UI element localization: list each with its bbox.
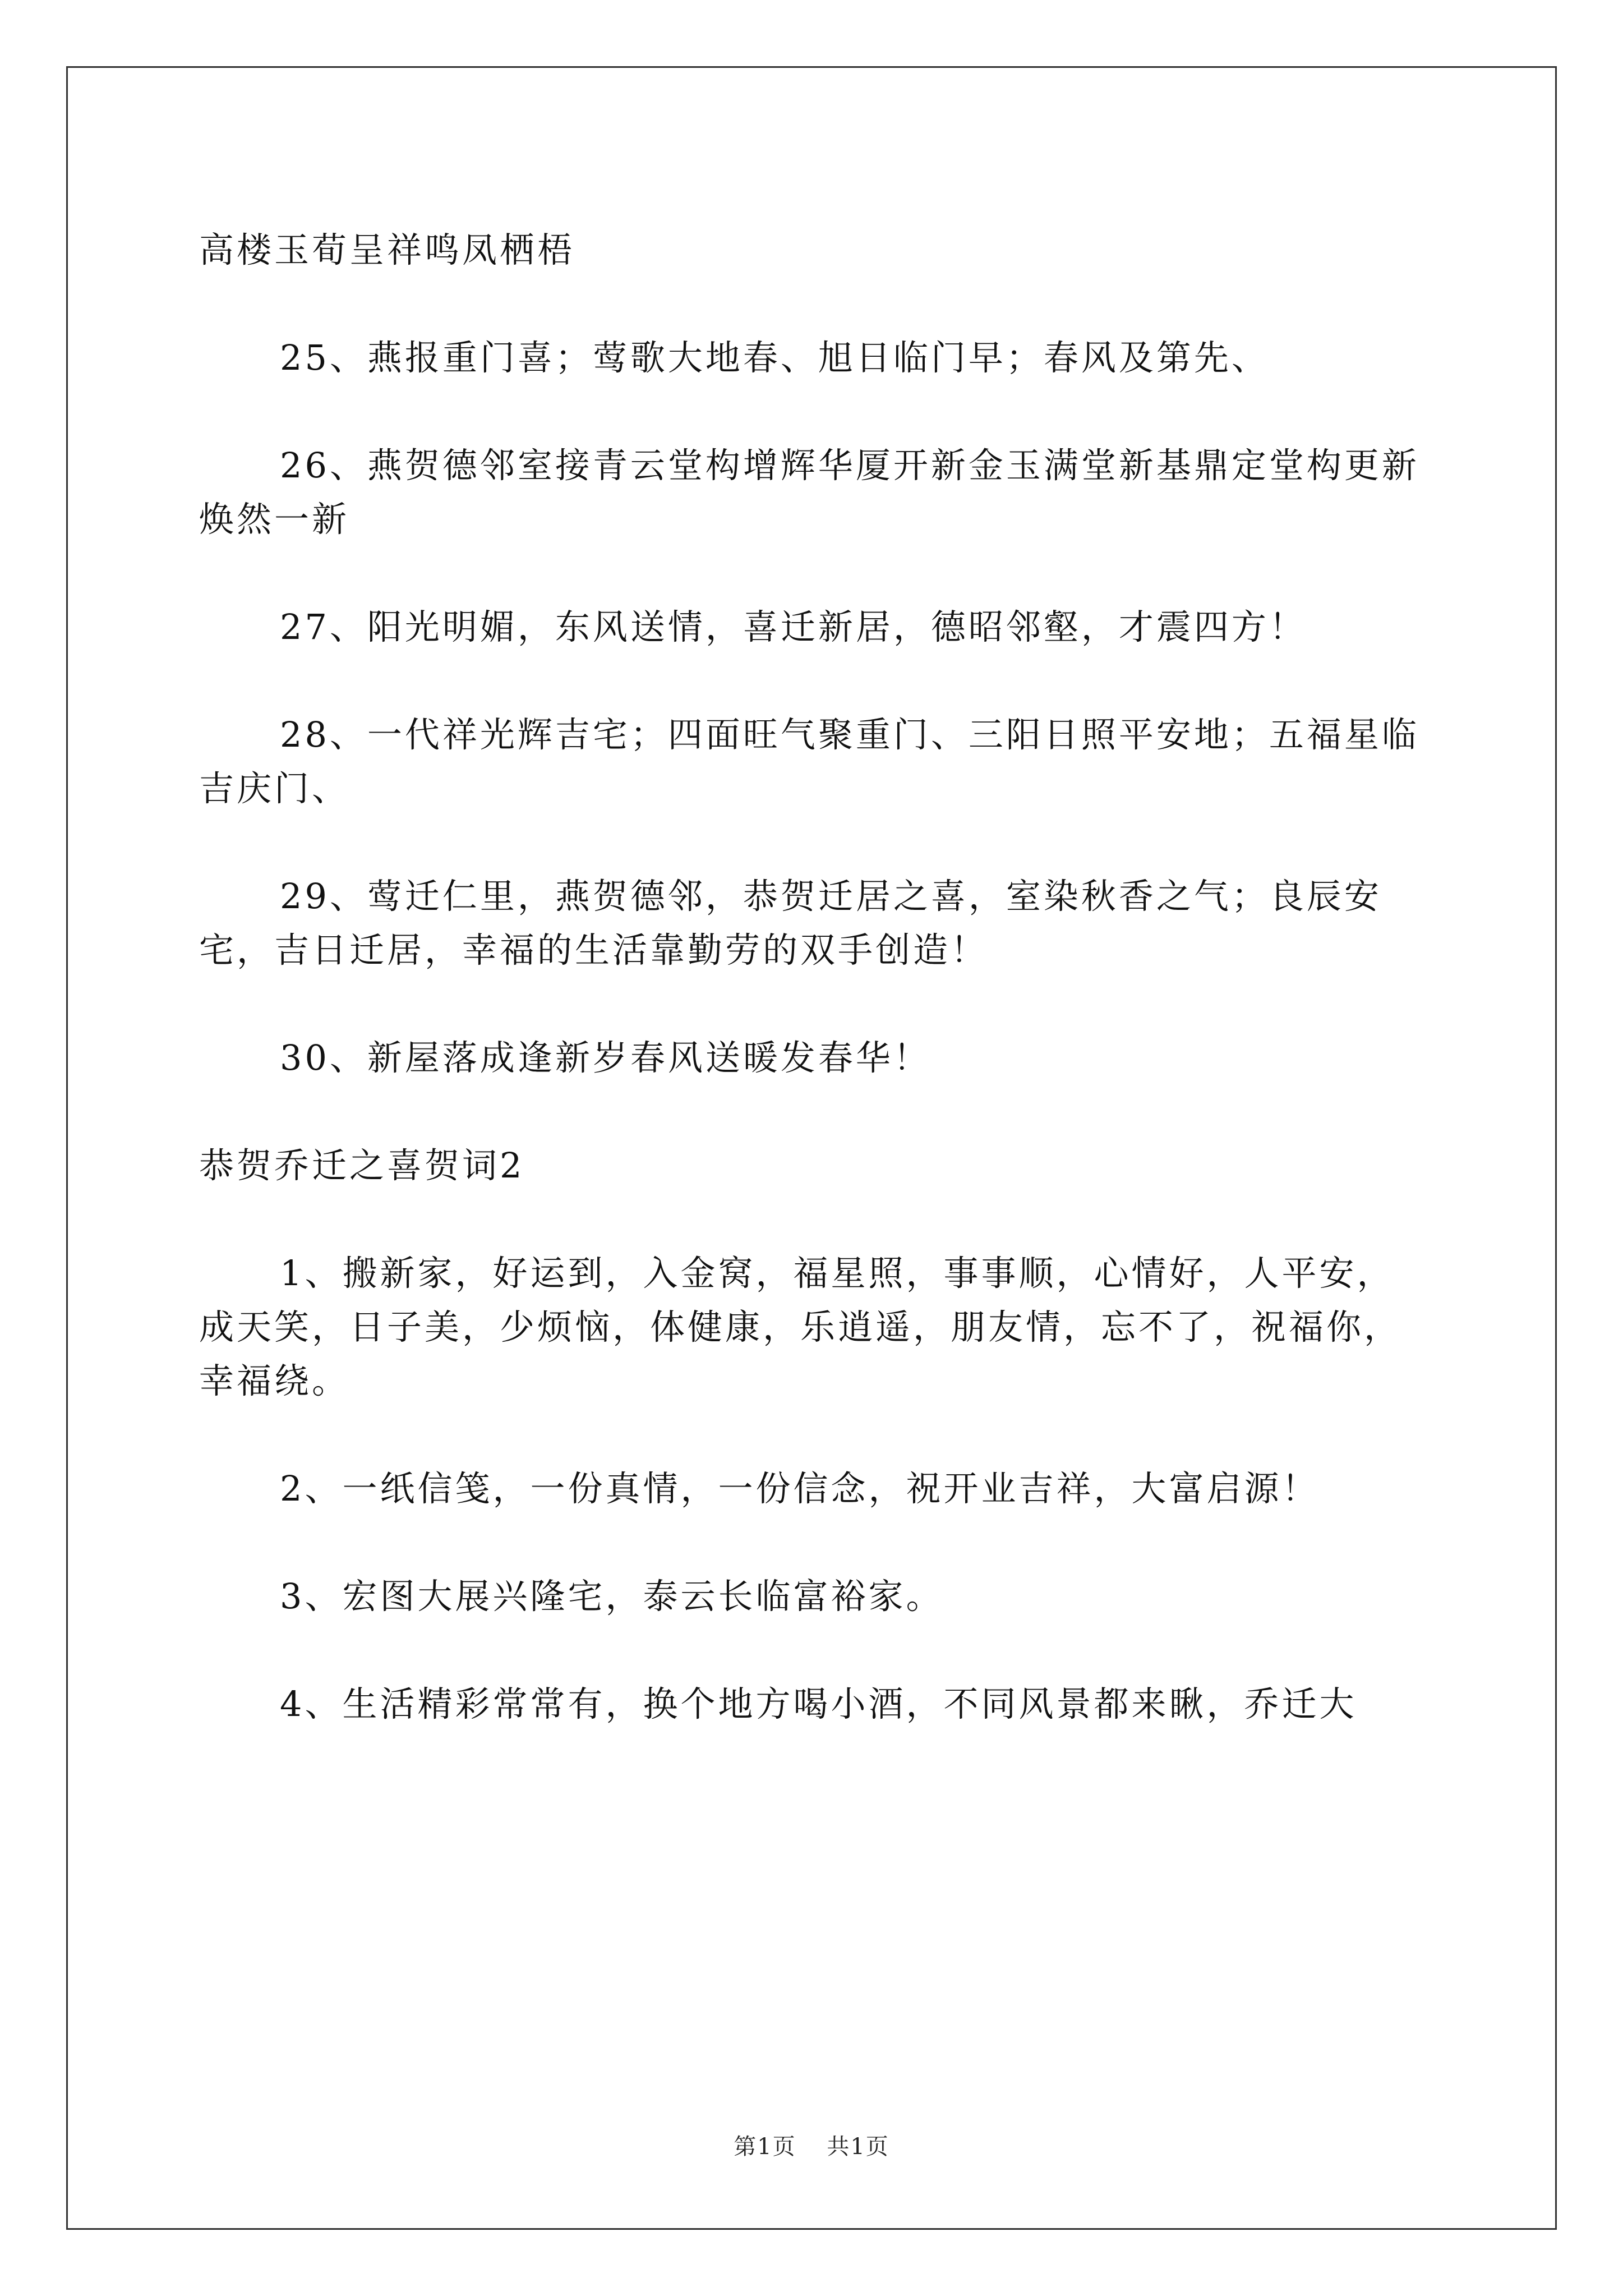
page-footer (0, 2129, 1623, 2161)
paragraph-28: 28、一代祥光辉吉宅；四面旺气聚重门、三阳日照平安地；五福星临吉庆门、 (199, 714, 1419, 809)
paragraph-26: 26、燕贺德邻室接青云堂构增辉华厦开新金玉满堂新基鼎定堂构更新焕然一新 (199, 445, 1419, 540)
document-body (199, 223, 1427, 1785)
paragraph-2: 2、一纸信笺，一份真情，一份信念，祝开业吉祥，大富启源！ (280, 1468, 1320, 1509)
paragraph-29: 29、莺迁仁里，燕贺德邻，恭贺迁居之喜，室染秋香之气；良辰安宅，吉日迁居，幸福的生活靠勤劳的双手创造！ (199, 876, 1382, 970)
paragraph-25: 25、燕报重门喜；莺歌大地春、旭日临门早；春风及第先、 (280, 337, 1269, 378)
paragraph-3: 3、宏图大展兴隆宅，泰云长临富裕家。 (280, 1576, 944, 1617)
paragraph-4: 4、生活精彩常常有，换个地方喝小酒，不同风景都来瞅，乔迁大 (280, 1683, 1357, 1724)
paragraph-1: 1、搬新家，好运到，入金窝，福星照，事事顺，心情好，人平安，成天笑，日子美，少烦恼，体健康，乐逍遥，朋友情，忘不了，祝福你，幸福绕。 (199, 1253, 1402, 1401)
page-total: 共1页 (827, 2134, 889, 2160)
page-number: 第1页 (734, 2134, 796, 2160)
paragraph-30: 30、新屋落成逢新岁春风送暖发春华！ (280, 1037, 931, 1078)
section-heading: 恭贺乔迁之喜贺词2 (199, 1145, 525, 1186)
paragraph-27: 27、阳光明媚，东风送情，喜迁新居，德昭邻壑，才震四方！ (280, 606, 1307, 647)
paragraph-intro: 高楼玉荀呈祥鸣凤栖梧 (199, 229, 575, 270)
